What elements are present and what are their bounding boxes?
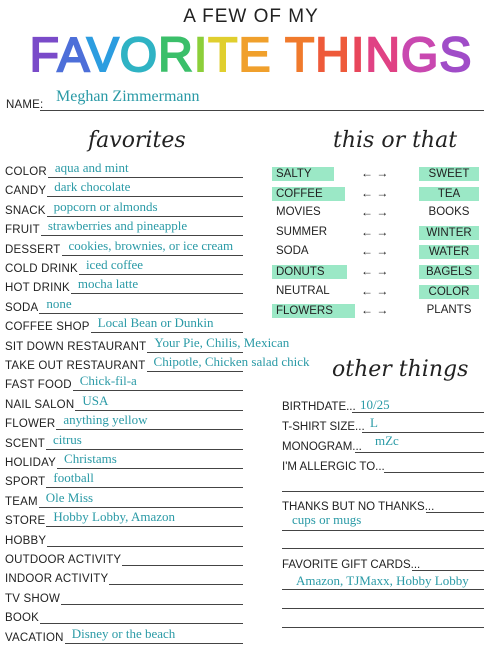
monogram-line[interactable] — [355, 452, 484, 453]
favorite-label: VACATION — [5, 632, 64, 644]
other-things-heading: other things — [332, 357, 469, 382]
favorite-answer-line[interactable] — [71, 293, 243, 294]
favorite-label: HOLIDAY — [5, 457, 57, 469]
favorites-heading: favorites — [88, 128, 186, 153]
option-left[interactable]: DONUTS — [272, 265, 347, 279]
thanks-line[interactable] — [426, 512, 484, 513]
favorite-answer-line[interactable] — [46, 487, 243, 488]
favorite-label: SPORT — [5, 476, 46, 488]
favorite-answer-line[interactable] — [56, 429, 243, 430]
favorite-label: COFFEE SHOP — [5, 321, 90, 333]
favorite-value: USA — [82, 393, 109, 408]
title-letter: V — [86, 29, 120, 82]
favorite-label: INDOOR ACTIVITY — [5, 573, 109, 585]
arrows-icon: ← → — [361, 303, 389, 317]
favorite-label: BOOK — [5, 612, 40, 624]
favorite-value: popcorn or almonds — [53, 199, 158, 214]
title-letter: N — [365, 29, 401, 82]
favorite-answer-line[interactable] — [47, 546, 243, 547]
favorite-value: citrus — [52, 432, 82, 447]
favorite-value: Chipotle, Chicken salad chick — [153, 354, 310, 369]
allergic-line-2[interactable] — [282, 491, 484, 492]
title-letter: H — [315, 29, 351, 82]
option-left[interactable]: SUMMER — [276, 226, 328, 238]
thanks-line-3[interactable] — [282, 548, 484, 549]
favorite-label: SODA — [5, 302, 39, 314]
favorite-label: STORE — [5, 515, 46, 527]
name-label: NAME: — [6, 99, 44, 111]
gift-cards-line-4[interactable] — [282, 627, 484, 628]
favorite-answer-line[interactable] — [109, 584, 243, 585]
favorite-value: Ole Miss — [45, 490, 94, 505]
title-letter: S — [439, 29, 473, 82]
page-title — [0, 28, 502, 83]
arrows-icon: ← → — [361, 264, 389, 278]
title-letter: F — [29, 29, 58, 82]
arrows-icon: ← → — [361, 225, 389, 239]
title-letter: O — [119, 29, 159, 82]
favorite-answer-line[interactable] — [39, 507, 243, 508]
option-right[interactable]: TEA — [419, 187, 479, 201]
thanks-label: THANKS BUT NO THANKS... — [282, 501, 435, 513]
title-letter: R — [158, 29, 194, 82]
title-letter: E — [238, 29, 272, 82]
favorite-label: OUTDOOR ACTIVITY — [5, 554, 122, 566]
favorite-label: SNACK — [5, 205, 46, 217]
option-left[interactable]: SODA — [276, 245, 309, 257]
favorite-answer-line[interactable] — [79, 274, 243, 275]
name-value: Meghan Zimmermann — [56, 88, 200, 105]
title-letter: T — [208, 29, 239, 82]
favorite-answer-line[interactable] — [46, 526, 243, 527]
favorite-label: DESSERT — [5, 244, 61, 256]
favorite-label: COLOR — [5, 166, 47, 178]
option-left[interactable]: FLOWERS — [272, 304, 355, 318]
arrows-icon: ← → — [361, 186, 389, 200]
favorite-label: COLD DRINK — [5, 263, 78, 275]
favorite-value: Disney or the beach — [71, 626, 176, 641]
monogram-label: MONOGRAM... — [282, 441, 362, 453]
favorite-value: Christams — [64, 451, 117, 466]
favorite-value: iced coffee — [85, 257, 144, 272]
favorite-label: TV SHOW — [5, 593, 61, 605]
favorite-value: Chick-fil-a — [79, 373, 137, 388]
favorite-value: Local Bean or Dunkin — [97, 315, 214, 330]
option-right[interactable]: COLOR — [419, 285, 479, 299]
favorite-label: CANDY — [5, 185, 47, 197]
favorite-answer-line[interactable] — [62, 255, 243, 256]
option-left[interactable]: SALTY — [272, 167, 334, 181]
favorite-answer-line[interactable] — [47, 216, 243, 217]
title-letter — [272, 29, 285, 82]
arrows-icon: ← → — [361, 166, 389, 180]
allergic-label: I'M ALLERGIC TO... — [282, 461, 385, 473]
favorite-answer-line[interactable] — [40, 623, 243, 624]
favorite-answer-line[interactable] — [91, 332, 243, 333]
favorite-answer-line[interactable] — [46, 449, 243, 450]
arrows-icon: ← → — [361, 205, 389, 219]
option-right[interactable]: PLANTS — [426, 304, 472, 316]
monogram-value: mZc — [375, 433, 399, 448]
tshirt-value: L — [370, 415, 378, 430]
option-right[interactable]: WINTER — [419, 226, 479, 240]
gift-cards-line-2[interactable] — [282, 589, 484, 590]
option-right[interactable]: BOOKS — [428, 206, 470, 218]
birthdate-value: 10/25 — [360, 397, 390, 412]
option-left[interactable]: MOVIES — [276, 206, 321, 218]
favorite-value: anything yellow — [63, 412, 148, 427]
favorite-value: strawberries and pineapple — [47, 218, 188, 233]
option-right[interactable]: SWEET — [419, 167, 479, 181]
gift-cards-label: FAVORITE GIFT CARDS... — [282, 559, 421, 571]
title-letter: I — [350, 29, 366, 82]
favorite-answer-line[interactable] — [65, 643, 243, 644]
favorite-label: TEAM — [5, 496, 38, 508]
favorite-label: NAIL SALON — [5, 399, 75, 411]
title-letter: I — [193, 29, 209, 82]
favorite-answer-line[interactable] — [41, 235, 243, 236]
thanks-line-2[interactable] — [282, 530, 484, 531]
favorite-answer-line[interactable] — [73, 390, 243, 391]
gift-cards-value: Amazon, TJMaxx, Hobby Lobby — [296, 573, 469, 588]
name-line[interactable] — [40, 110, 484, 111]
allergic-line[interactable] — [384, 472, 484, 473]
favorite-value: Your Pie, Chilis, Mexican — [154, 335, 290, 350]
option-right[interactable]: BAGELS — [419, 265, 479, 279]
title-letter: A — [57, 29, 87, 82]
favorite-label: FAST FOOD — [5, 379, 72, 391]
favorite-label: FRUIT — [5, 224, 40, 236]
favorite-value: aqua and mint — [54, 160, 129, 175]
favorite-label: HOT DRINK — [5, 282, 70, 294]
favorite-answer-line[interactable] — [75, 410, 243, 411]
favorite-value: football — [53, 470, 94, 485]
favorite-label: TAKE OUT RESTAURANT — [5, 360, 146, 372]
favorite-answer-line[interactable] — [57, 468, 243, 469]
title-letter: T — [284, 29, 316, 82]
title-letter: G — [400, 29, 440, 82]
favorite-answer-line[interactable] — [147, 371, 243, 372]
favorite-value: cookies, brownies, or ice cream — [68, 238, 234, 253]
favorite-label: HOBBY — [5, 535, 47, 547]
option-left[interactable]: NEUTRAL — [276, 285, 330, 297]
arrows-icon: ← → — [361, 244, 389, 258]
favorite-value: mocha latte — [77, 276, 139, 291]
favorite-answer-line[interactable] — [147, 352, 243, 353]
favorite-label: FLOWER — [5, 418, 56, 430]
favorite-answer-line[interactable] — [48, 177, 243, 178]
favorite-label: SIT DOWN RESTAURANT — [5, 341, 147, 353]
favorite-answer-line[interactable] — [122, 565, 243, 566]
option-left[interactable]: COFFEE — [272, 187, 345, 201]
tshirt-label: T-SHIRT SIZE... — [282, 421, 365, 433]
favorite-label: SCENT — [5, 438, 45, 450]
thanks-value: cups or mugs — [292, 512, 362, 527]
header-subtitle: A FEW OF MY — [183, 6, 319, 27]
favorite-answer-line[interactable] — [47, 196, 243, 197]
gift-cards-line[interactable] — [412, 570, 484, 571]
this-or-that-heading: this or that — [333, 128, 458, 153]
birthdate-label: BIRTHDATE... — [282, 401, 356, 413]
favorite-value: Hobby Lobby, Amazon — [53, 509, 175, 524]
gift-cards-line-3[interactable] — [282, 608, 484, 609]
favorite-value: dark chocolate — [54, 179, 131, 194]
arrows-icon: ← → — [361, 284, 389, 298]
option-right[interactable]: WATER — [419, 245, 479, 259]
favorite-answer-line[interactable] — [61, 604, 243, 605]
favorite-answer-line[interactable] — [39, 313, 243, 314]
favorite-value: none — [46, 296, 72, 311]
